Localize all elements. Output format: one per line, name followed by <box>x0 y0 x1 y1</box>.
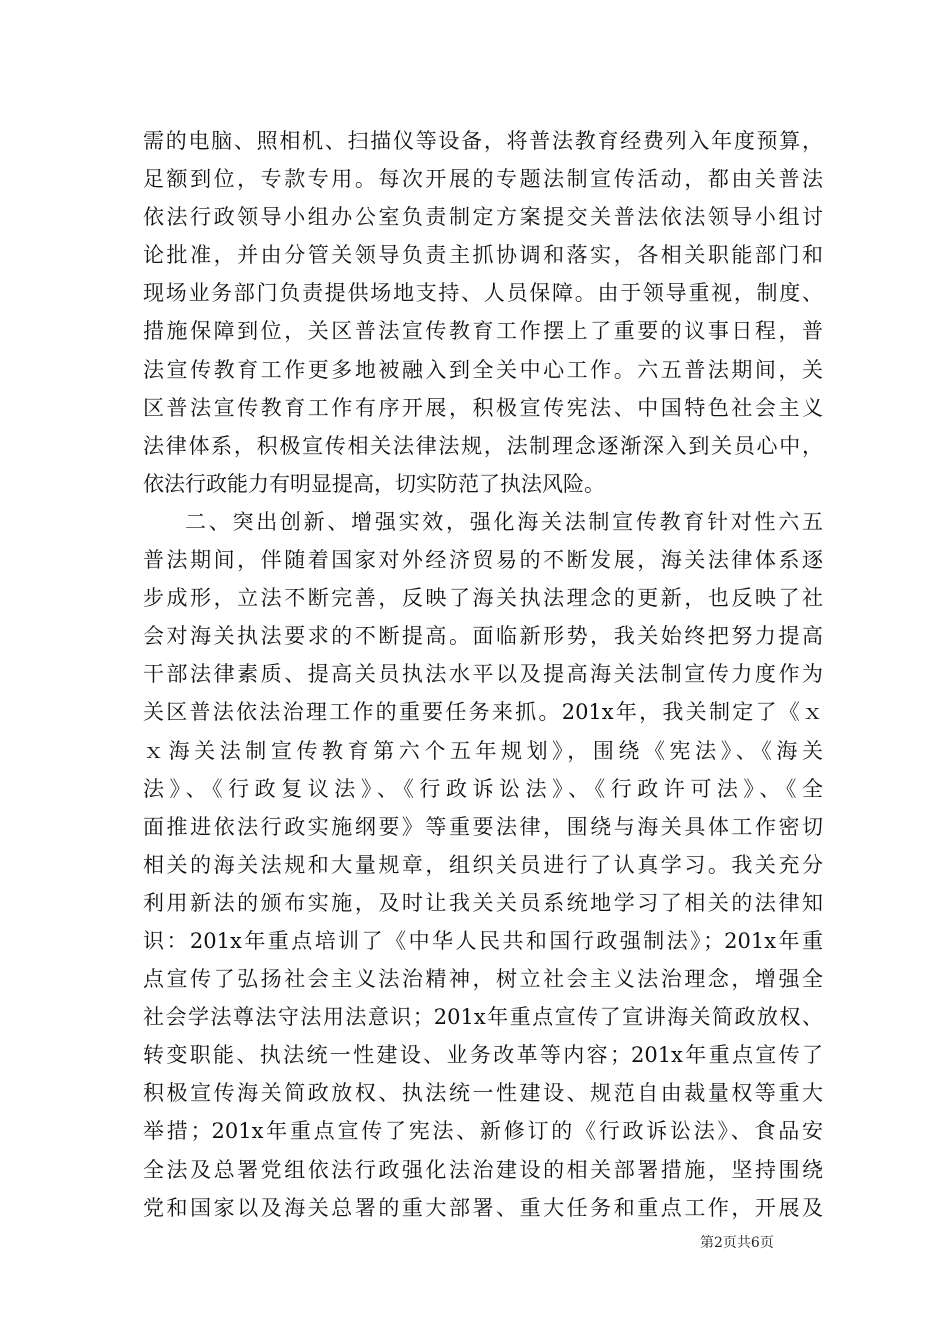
text-line: 步成形，立法不断完善，反映了海关执法理念的更新，也反映了社 <box>143 586 823 611</box>
text-line: 足额到位，专款专用。每次开展的专题法制宣传活动，都由关普法 <box>143 167 823 192</box>
text-line: 积极宣传海关简政放权、执法统一性建设、规范自由裁量权等重大 <box>143 1081 823 1106</box>
text-line: 举措；201x年重点宣传了宪法、新修订的《行政诉讼法》、食品安 <box>143 1119 823 1144</box>
text-line: 社会学法尊法守法用法意识；201x年重点宣传了宣讲海关简政放权、 <box>143 1005 823 1030</box>
text-line: 法宣传教育工作更多地被融入到全关中心工作。六五普法期间，关 <box>143 357 823 382</box>
text-line: 论批准，并由分管关领导负责主抓协调和落实，各相关职能部门和 <box>143 243 823 268</box>
text-line: 区普法宣传教育工作有序开展，积极宣传宪法、中国特色社会主义 <box>143 395 823 420</box>
text-line: 需的电脑、照相机、扫描仪等设备，将普法教育经费列入年度预算， <box>143 129 823 153</box>
text-line: 全法及总署党组依法行政强化法治建设的相关部署措施，坚持围绕 <box>143 1157 823 1182</box>
text-line: 普法期间，伴随着国家对外经济贸易的不断发展，海关法律体系逐 <box>143 548 823 573</box>
text-line: 党和国家以及海关总署的重大部署、重大任务和重点工作，开展及 <box>143 1195 823 1220</box>
body-text <box>143 122 823 1227</box>
text-line: 转变职能、执法统一性建设、业务改革等内容；201x年重点宣传了 <box>143 1043 823 1068</box>
text-line: 识：201x年重点培训了《中华人民共和国行政强制法》；201x年重 <box>143 928 823 953</box>
text-line: 关区普法依法治理工作的重要任务来抓。201x年，我关制定了《ｘ <box>143 700 823 725</box>
text-line: 法》、《行政复议法》、《行政诉讼法》、《行政许可法》、《全 <box>143 776 823 801</box>
paragraph-2 <box>143 503 823 1227</box>
text-line: ｘ海关法制宣传教育第六个五年规划》，围绕《宪法》、《海关 <box>143 738 823 763</box>
paragraph-1 <box>143 122 823 503</box>
text-line: 依法行政能力有明显提高，切实防范了执法风险。 <box>143 471 605 496</box>
text-line: 依法行政领导小组办公室负责制定方案提交关普法依法领导小组讨 <box>143 205 823 230</box>
text-line: 点宣传了弘扬社会主义法治精神，树立社会主义法治理念，增强全 <box>143 967 823 992</box>
text-line: 利用新法的颁布实施，及时让我关关员系统地学习了相关的法律知 <box>143 890 823 915</box>
text-line: 面推进依法行政实施纲要》等重要法律，围绕与海关具体工作密切 <box>143 814 823 839</box>
text-line: 干部法律素质、提高关员执法水平以及提高海关法制宣传力度作为 <box>143 662 823 687</box>
text-line: 措施保障到位，关区普法宣传教育工作摆上了重要的议事日程，普 <box>143 319 823 344</box>
page-number: 第2页共6页 <box>700 1235 774 1251</box>
text-line: 法律体系，积极宣传相关法律法规，法制理念逐渐深入到关员心中， <box>143 433 823 458</box>
section-heading-line: 二、突出创新、增强实效，强化海关法制宣传教育针对性六五 <box>185 509 823 534</box>
text-line: 会对海关执法要求的不断提高。面临新形势，我关始终把努力提高 <box>143 624 823 649</box>
text-line: 现场业务部门负责提供场地支持、人员保障。由于领导重视，制度、 <box>143 281 823 306</box>
text-line: 相关的海关法规和大量规章，组织关员进行了认真学习。我关充分 <box>143 852 823 877</box>
